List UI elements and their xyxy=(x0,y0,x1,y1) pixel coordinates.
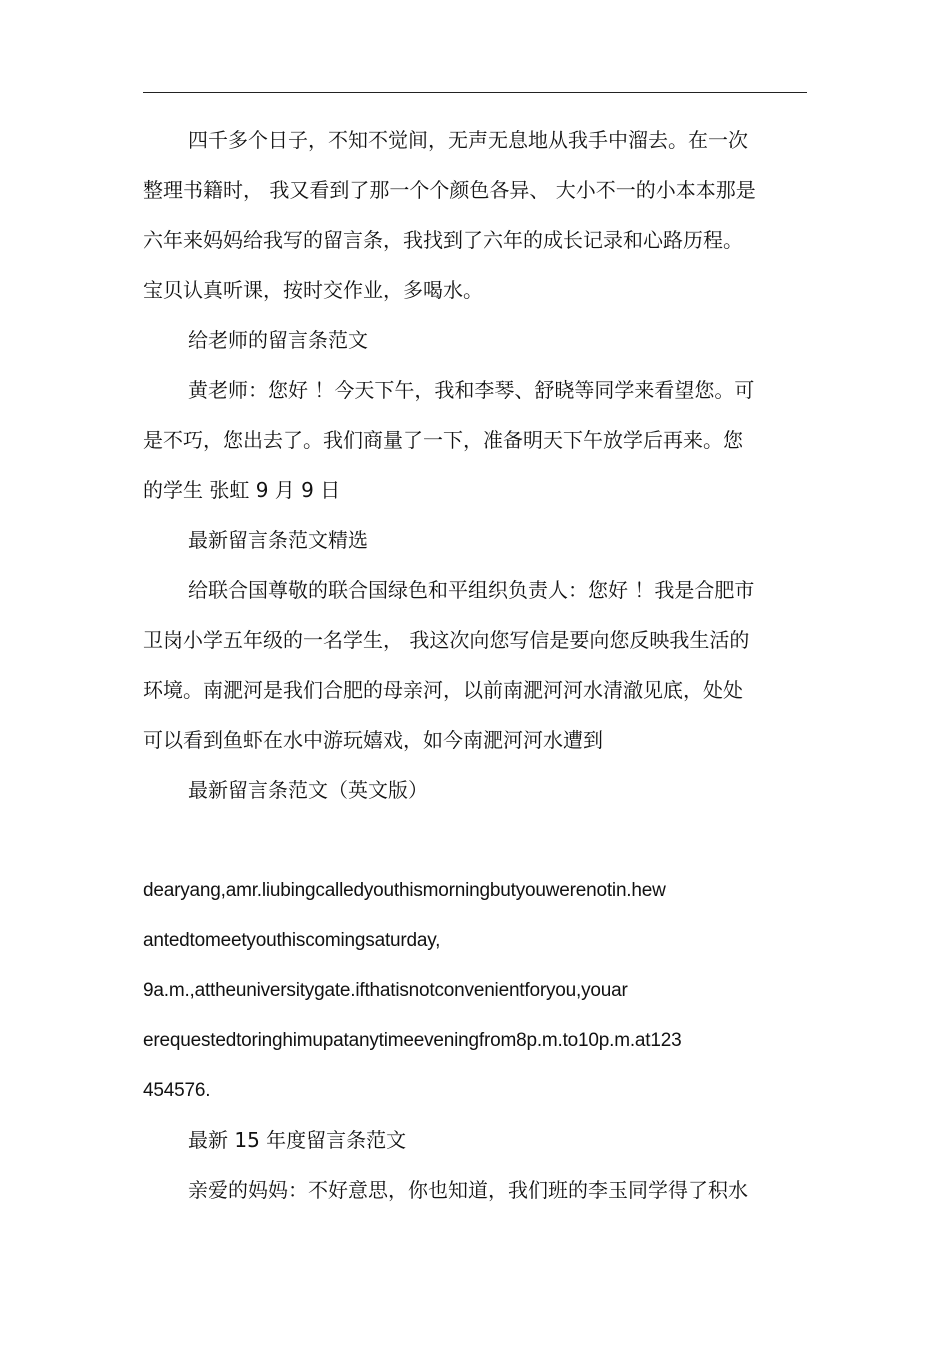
section-heading: 最新留言条范文（英文版） xyxy=(188,778,428,802)
section-heading: 给老师的留言条范文 xyxy=(188,328,368,352)
paragraph-line: 亲爱的妈妈：不好意思，你也知道，我们班的李玉同学得了积水 xyxy=(188,1178,748,1202)
english-line: dearyang,amr.liubingcalledyouthismorningbutyouwerenotin.hew xyxy=(143,880,666,901)
paragraph-line: 黄老师：您好 ！今天下午，我和李琴、舒晓等同学来看望您。可 xyxy=(188,378,755,402)
paragraph-line: 环境。南淝河是我们合肥的母亲河，以前南淝河河水清澈见底，处处 xyxy=(143,678,743,702)
paragraph-line: 整理书籍时， 我又看到了那一个个颜色各异、 大小不一的小本本那是 xyxy=(143,178,756,202)
paragraph-line: 给联合国尊敬的联合国绿色和平组织负责人：您好 ！我是合肥市 xyxy=(188,578,755,602)
paragraph-line: 可以看到鱼虾在水中游玩嬉戏，如今南淝河河水遭到 xyxy=(143,728,603,752)
paragraph-line: 是不巧，您出去了。我们商量了一下，准备明天下午放学后再来。您 xyxy=(143,428,743,452)
paragraph-line: 四千多个日子，不知不觉间，无声无息地从我手中溜去。在一次 xyxy=(188,128,748,152)
english-line: 454576. xyxy=(143,1080,211,1101)
paragraph-line: 宝贝认真听课，按时交作业，多喝水。 xyxy=(143,278,483,302)
section-heading: 最新留言条范文精选 xyxy=(188,528,368,552)
english-line: 9a.m.,attheuniversitygate.ifthatisnotconvenientforyou,youar xyxy=(143,980,628,1001)
english-line: antedtomeetyouthiscomingsaturday, xyxy=(143,930,441,951)
section-heading: 最新 15 年度留言条范文 xyxy=(188,1128,407,1152)
header-rule xyxy=(143,92,807,93)
paragraph-line: 六年来妈妈给我写的留言条，我找到了六年的成长记录和心路历程。 xyxy=(143,228,743,252)
paragraph-line: 卫岗小学五年级的一名学生， 我这次向您写信是要向您反映我生活的 xyxy=(143,628,750,652)
paragraph-line: 的学生 张虹 9 月 9 日 xyxy=(143,478,341,502)
english-line: erequestedtoringhimupatanytimeeveningfrom8p.m.to10p.m.at123 xyxy=(143,1030,682,1051)
